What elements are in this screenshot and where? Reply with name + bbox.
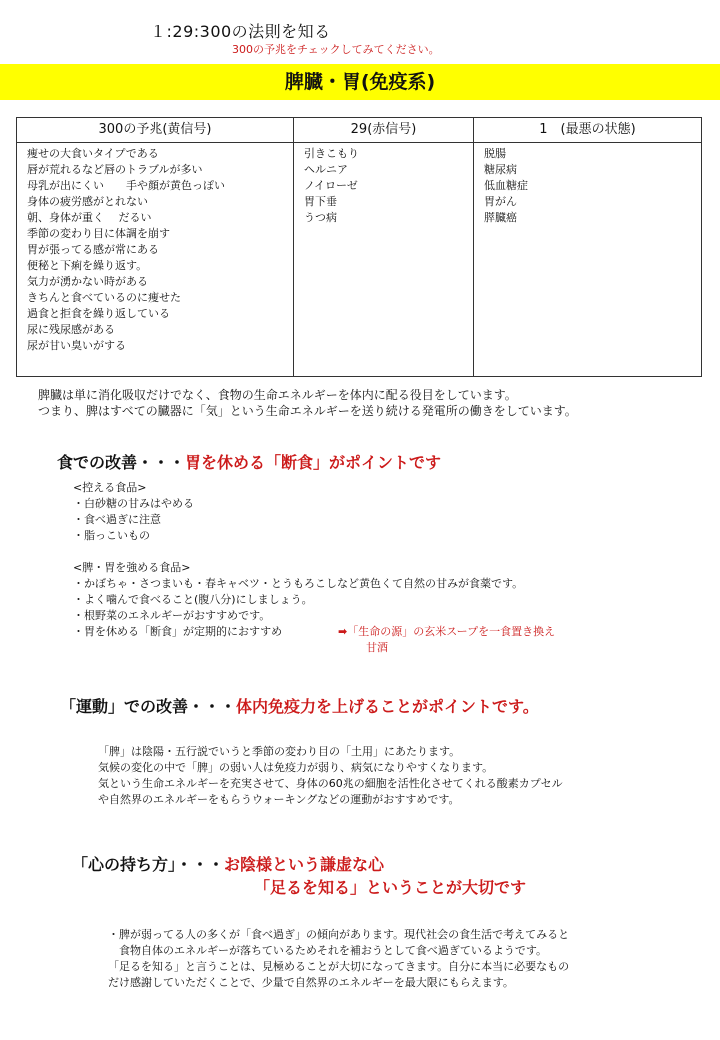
paragraph-line: 「足るを知る」と言うことは、見極めることが大切になってきます。自分に本当に必要なもの — [108, 960, 570, 973]
list-item: 糖尿病 — [484, 163, 517, 176]
fasting-note-line1: 「生命の源」の玄米スープを一食置き換え — [347, 625, 556, 638]
avoid-title: <控える食品> — [73, 481, 147, 494]
food-heading-point: 胃を休める「断食」がポイントです — [185, 453, 442, 472]
mind-heading-point1: お陰様という謙虚な心 — [224, 855, 385, 874]
mind-paragraph — [108, 927, 569, 991]
section-banner: 脾臓・胃(免疫系) — [0, 64, 720, 100]
column-header-yellow: 300の予兆(黄信号) — [17, 118, 294, 143]
food-heading-label: 食での改善・・・ — [57, 453, 186, 472]
table-header-row — [17, 118, 702, 143]
mind-heading — [72, 852, 384, 875]
symptom-table — [16, 117, 702, 377]
intro-paragraph — [38, 387, 577, 419]
list-item: ・よく噛んで食べること(腹八分)にしましょう。 — [73, 593, 313, 606]
list-item: 便秘と下痢を繰り返す。 — [27, 259, 148, 272]
exercise-paragraph — [98, 744, 563, 808]
list-item: ・根野菜のエネルギーがおすすめです。 — [73, 609, 271, 622]
paragraph-line: や自然界のエネルギーをもらうウォーキングなどの運動がおすすめです。 — [98, 793, 460, 806]
fasting-note — [338, 624, 555, 656]
list-item: 身体の疲労感がとれない — [27, 195, 148, 208]
list-item: 胃が張ってる感が常にある — [27, 243, 159, 256]
paragraph-line: 食物自体のエネルギーが落ちているためそれを補おうとして食べ過ぎているようです。 — [108, 944, 548, 957]
red-signal-list — [294, 143, 474, 377]
list-item: ・かぼちゃ・さつまいも・春キャベツ・とうもろこしなど黄色くて自然の甘みが食薬です。 — [73, 577, 524, 590]
exercise-heading — [60, 694, 539, 717]
mind-heading-point2: 「足るを知る」ということが大切です — [254, 878, 527, 897]
list-item: 唇が荒れるなど唇のトラブルが多い — [27, 163, 203, 176]
list-item: 尿が甘い臭いがする — [27, 339, 126, 352]
list-item: ・白砂糖の甘みはやめる — [73, 497, 194, 510]
intro-line: つまり、脾はすべての臓器に「気」という生命エネルギーを送り続ける発電所の働きをしています。 — [38, 404, 577, 418]
intro-line: 脾臓は単に消化吸収だけでなく、食物の生命エネルギーを体内に配る役目をしています。 — [38, 388, 517, 402]
paragraph-line: だけ感謝していただくことで、少量で自然界のエネルギーを最大限にもらえます。 — [108, 976, 514, 989]
list-item: 母乳が出にくい 手や顔が黄色っぽい — [27, 179, 225, 192]
list-item: 膵臓癌 — [484, 211, 517, 224]
list-item: ・脂っこいもの — [73, 529, 150, 542]
food-heading — [57, 450, 441, 473]
list-item: 胃がん — [484, 195, 517, 208]
list-item: 胃下垂 — [304, 195, 337, 208]
list-item: 低血糖症 — [484, 179, 528, 192]
list-item: 気力が湧かない時がある — [27, 275, 148, 288]
list-item: 朝、身体が重く だるい — [27, 211, 152, 224]
column-header-red: 29(赤信号) — [294, 118, 474, 143]
paragraph-line: ・脾が弱ってる人の多くが「食べ過ぎ」の傾向があります。現代社会の食生活で考えてみると — [108, 928, 570, 941]
list-item: ・食べ過ぎに注意 — [73, 513, 161, 526]
list-item: 季節の変わり目に体調を崩す — [27, 227, 170, 240]
list-item: 痩せの大食いタイプである — [27, 147, 159, 160]
paragraph-line: 気という生命エネルギーを充実させて、身体の60兆の細胞を活性化させてくれる酸素カプセル — [98, 777, 563, 790]
paragraph-line: 気候の変化の中で「脾」の弱い人は免疫力が弱り、病気になりやすくなります。 — [98, 761, 494, 774]
list-item: 尿に残尿感がある — [27, 323, 115, 336]
column-header-worst: 1 (最悪の状態) — [474, 118, 702, 143]
exercise-heading-label: 「運動」での改善・・・ — [60, 697, 237, 716]
table-row — [17, 143, 702, 377]
list-item: ・胃を休める「断食」が定期的におすすめ — [73, 625, 283, 638]
list-item: うつ病 — [304, 211, 337, 224]
paragraph-line: 「脾」は陰陽・五行説でいうと季節の変わり目の「土用」にあたります。 — [98, 745, 461, 758]
list-item: 脱腸 — [484, 147, 506, 160]
page-title: １:29:300の法則を知る — [150, 22, 331, 41]
list-item: 引きこもり — [304, 147, 359, 160]
fasting-note-line2: 甘酒 — [366, 641, 388, 654]
list-item: きちんと食べているのに痩せた — [27, 291, 181, 304]
strengthen-title: <脾・胃を強める食品> — [73, 561, 191, 574]
list-item: ヘルニア — [304, 163, 348, 176]
arrow-right-icon: ➡ — [338, 625, 348, 638]
mind-heading-label: 「心の持ち方」・・・ — [72, 855, 225, 874]
list-item: ノイローゼ — [304, 179, 358, 192]
exercise-heading-point: 体内免疫力を上げることがポイントです。 — [236, 697, 539, 716]
list-item: 過食と拒食を繰り返している — [27, 307, 170, 320]
page-subtitle: 300の予兆をチェックしてみてください。 — [232, 43, 440, 56]
avoid-foods — [73, 480, 194, 544]
worst-state-list — [474, 143, 702, 377]
yellow-signal-list — [17, 143, 294, 377]
